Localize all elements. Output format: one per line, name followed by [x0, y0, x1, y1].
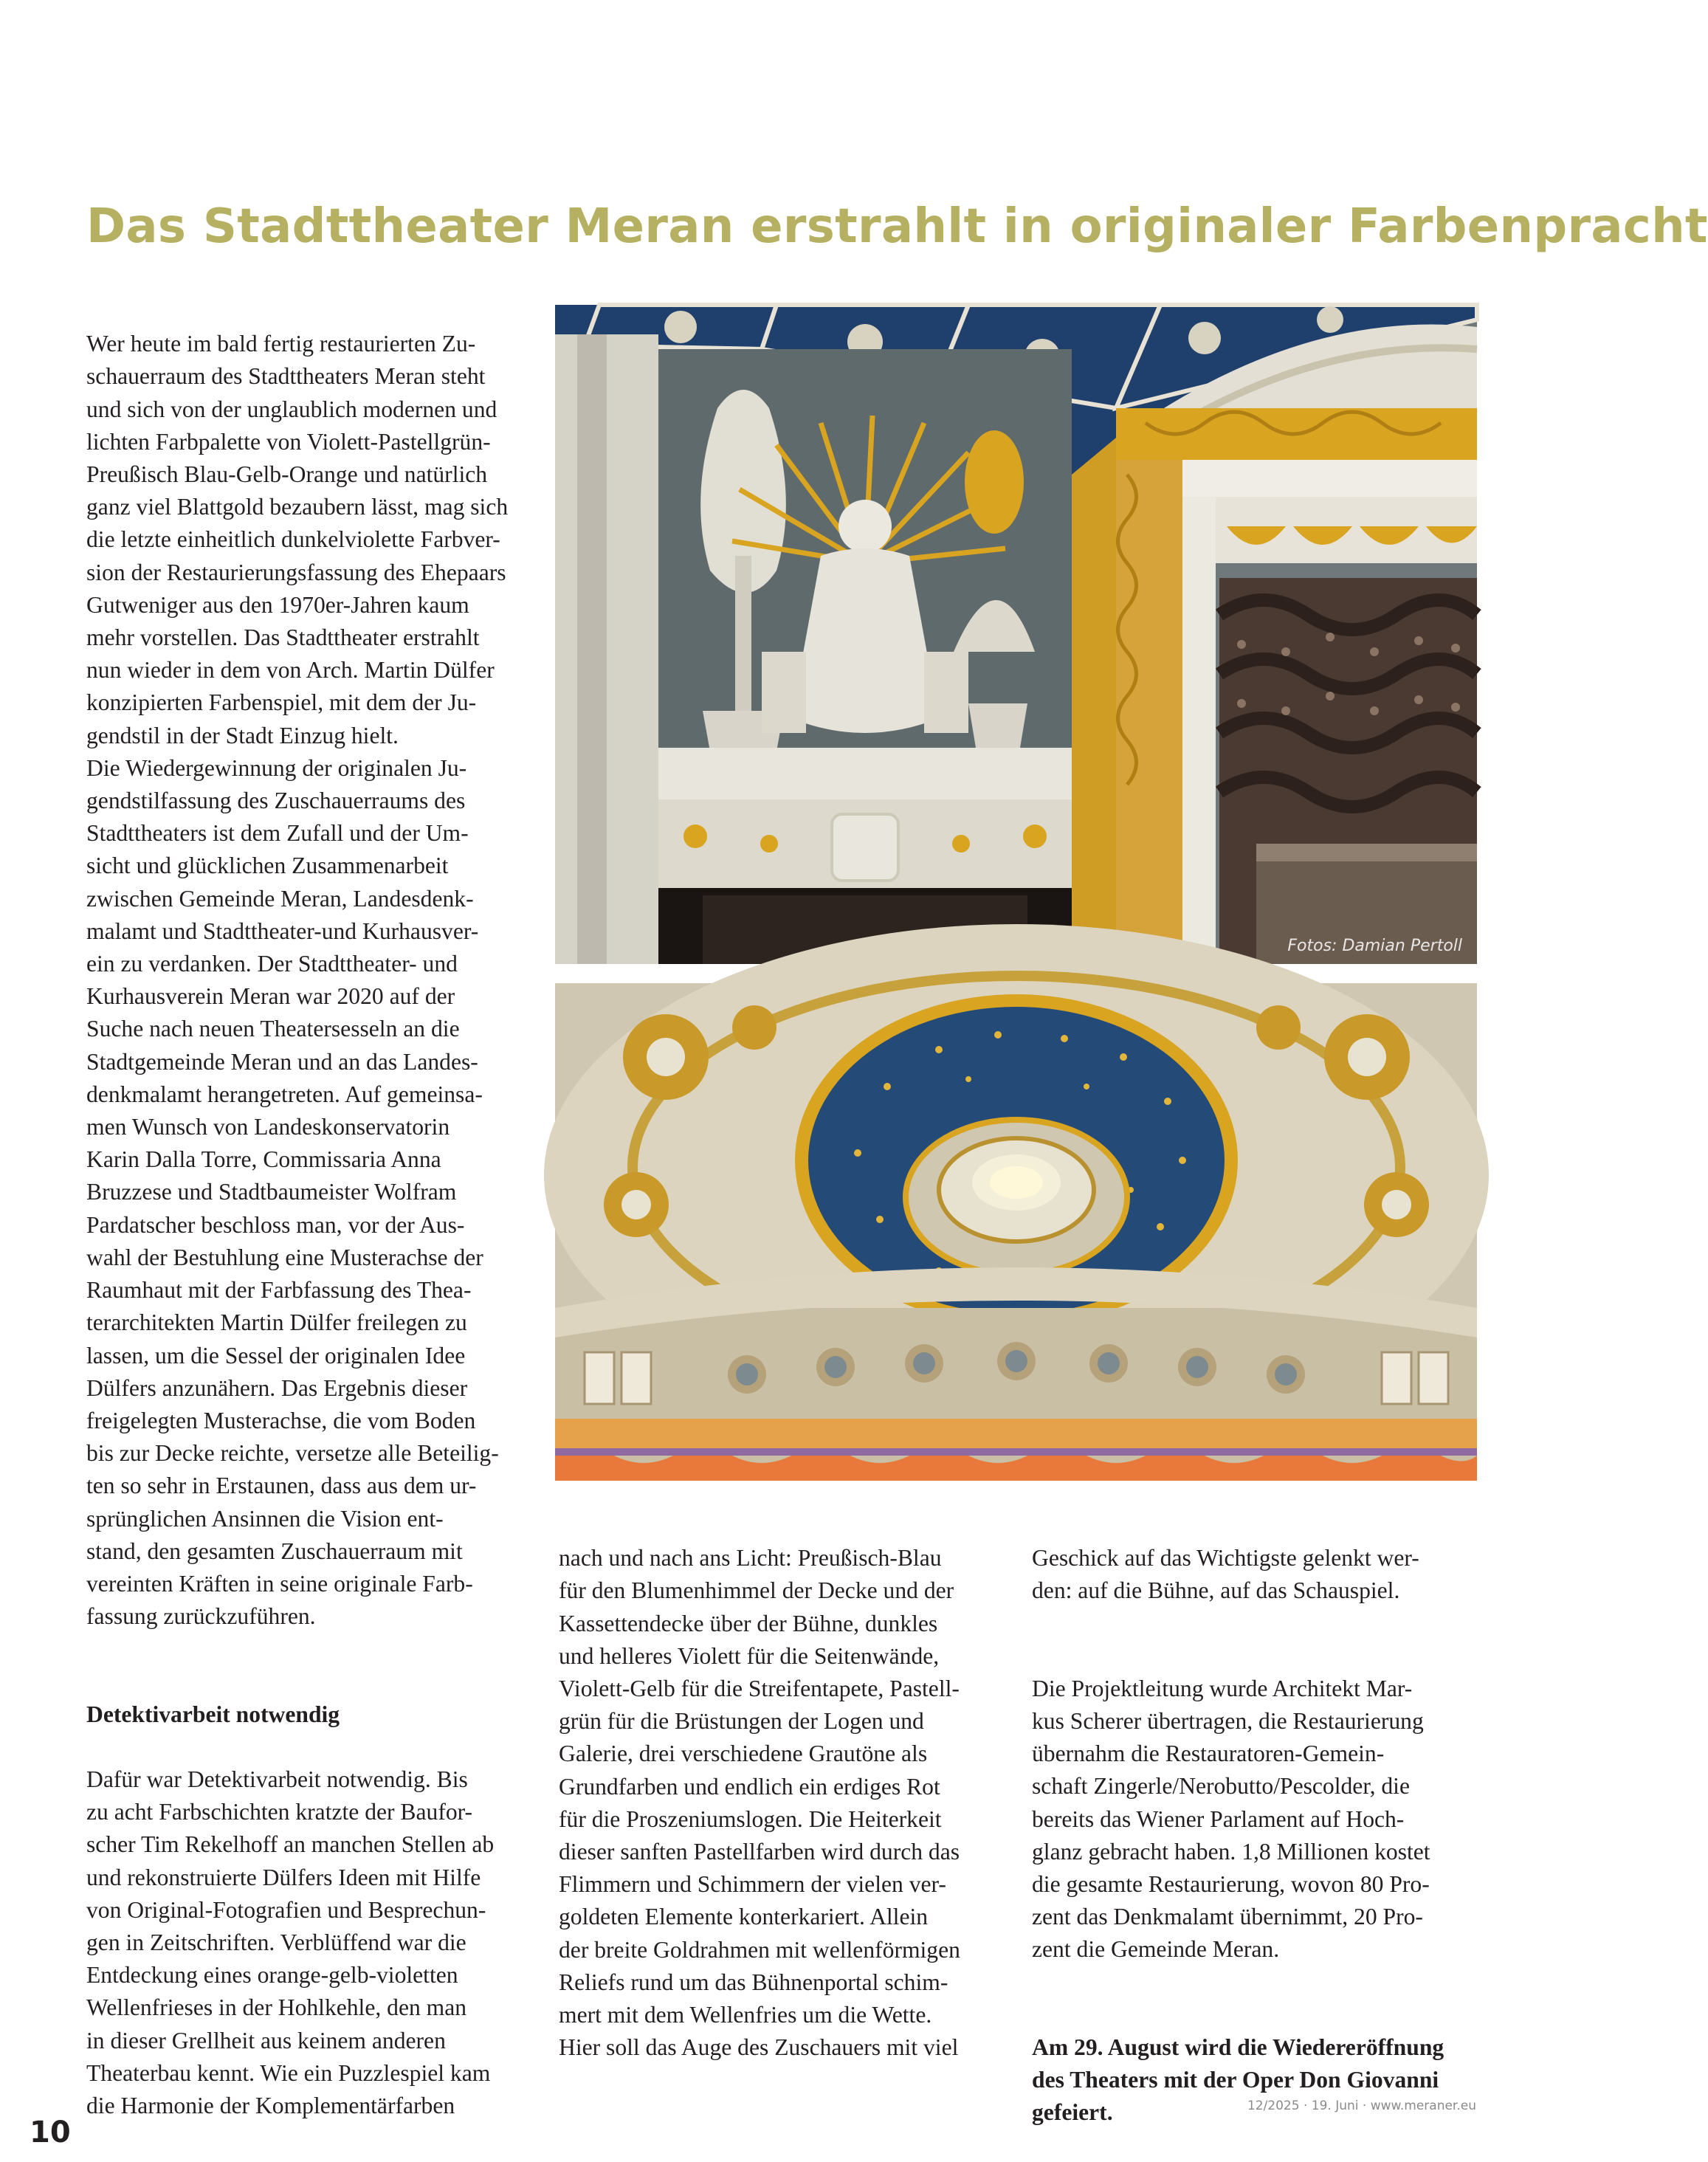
- page-number: 10: [30, 2115, 71, 2149]
- article-paragraph-project: Die Projektleitung wurde Architekt Mar- kus Scherer übertragen, die Restaurierung übernahm die Restauratoren-Gemein- schaft Zingerle/Nerobutto/Pescolder, die bereits das Wiener Parlament auf Hoch- glanz gebracht haben. 1,8 Millionen kostet die gesamte Restaurierung, wovon 80 Pro- zent das Denkmalamt übernimmt, 20 Pro- zent die Gemeinde Meran.: [1032, 1675, 1430, 1963]
- article-paragraph-detective: Dafür war Detektivarbeit notwendig. Bis zu acht Farbschichten kratzte der Baufor- scher Tim Rekelhoff an manchen Stellen ab und rekonstruierte Dülfers Ideen mit Hilfe von Original-Fotografien und Besprechun- gen in Zeitschriften. Verblüffend war die Entdeckung eines orange-gelb-violetten Wellenfrieses in der Hohlkehle, den man in dieser Grellheit aus keinem anderen Theaterbau kennt. Wie ein Puzzlespiel kam die Harmonie der Komplementärfarben: [86, 1766, 495, 2118]
- article-paragraph-colors: nach und nach ans Licht: Preußisch-Blau für den Blumenhimmel der Decke und der Kassettendecke über der Bühne, dunkles und helleres Violett für die Seitenwände, Violett-Gelb für die Streifentapete, Pastell- grün für die Brüstungen der Logen und Galerie, drei verschiedene Grautöne als Grundfarben und endlich ein erdiges Rot für die Proszeniumslogen. Die Heiterkeit dieser sanften Pastellfarben wird durch das Flimmern und Schimmern der vielen ver- goldeten Elemente konterkariert. Allein der breite Goldrahmen mit wellenförmigen Reliefs rund um das Bühnenportal schim- mert mit dem Wellenfries um die Wette. Hier soll das Auge des Zuschauers mit viel: [559, 1545, 960, 2061]
- article-column-1: [86, 295, 538, 2155]
- article-paragraph-intro: Wer heute im bald fertig restaurierten Zu- schauerraum des Stadttheaters Meran steht und sich von der unglaublich modernen und lichten Farbpalette von Violett-Pastellgrün- Preußisch Blau-Gelb-Orange und natürlich ganz viel Blattgold bezaubern lässt, mag sich die letzte einheitlich dunkelviolette Farbver- sion der Restaurierungsfassung des Ehepaars Gutweniger aus den 1970er-Jahren kaum mehr vorstellen. Das Stadttheater erstrahlt nun wieder in dem von Arch. Martin Dülfer konzipierten Farbenspiel, mit dem der Ju- gendstil in der Stadt Einzug hielt. Die Wiedergewinnung der originalen Ju- gendstilfassung des Zuschauerraums des Stadttheaters ist dem Zufall und der Um- sicht und glücklichen Zusammenarbeit zwischen Gemeinde Meran, Landesdenk- malamt und Stadttheater-und Kurhausver- ein zu verdanken. Der Stadttheater- und Kurhausverein Meran war 2020 auf der Suche nach neuen Theatersesseln an die Stadtgemeinde Meran und an das Landes- denkmalamt herangetreten. Auf gemeinsa- men Wunsch von Landeskonservatorin Karin Dalla Torre, Commissaria Anna Bruzzese und Stadtbaumeister Wolfram Pardatscher beschloss man, vor der Aus- wahl der Bestuhlung eine Musterachse der Raumhaut mit der Farbfassung des Thea- terarchitekten Martin Dülfer freilegen zu lassen, um die Sessel der originalen Idee Dülfers anzunähern. Das Ergebnis dieser freigelegten Musterachse, die vom Boden bis zur Decke reichte, versetze alle Beteilig- ten so sehr in Erstaunen, dass aus dem ur- sprünglichen Ansinnen die Vision ent- stand, den gesamten Zuschauerraum mit vereinten Kräften in seine originale Farb- fassung zurückzuführen.: [86, 331, 509, 1630]
- article-column-2: [559, 1509, 1009, 2097]
- photo-credit: Fotos: Damian Pertoll: [1287, 937, 1462, 955]
- ceiling-illustration: [555, 983, 1477, 1481]
- section-subheading: Detektivarbeit notwendig: [86, 1701, 340, 1727]
- article-closing-note: Am 29. August wird die Wiedereröffnung des Theaters mit der Oper Don Giovanni gefeiert.: [1032, 2034, 1444, 2126]
- stage-portal-illustration: [555, 305, 1477, 964]
- article-paragraph-stage: Geschick auf das Wichtigste gelenkt wer- den: auf die Bühne, auf das Schauspiel.: [1032, 1545, 1419, 1604]
- article-column-3: [1032, 1509, 1497, 2162]
- photo-stage-portal: [555, 305, 1477, 964]
- issue-footer: 12/2025 · 19. Juni · www.meraner.eu: [1247, 2099, 1476, 2113]
- article-headline: Das Stadttheater Meran erstrahlt in originaler Farbenpracht: [86, 199, 1708, 254]
- photo-ceiling-chandelier: [555, 983, 1477, 1481]
